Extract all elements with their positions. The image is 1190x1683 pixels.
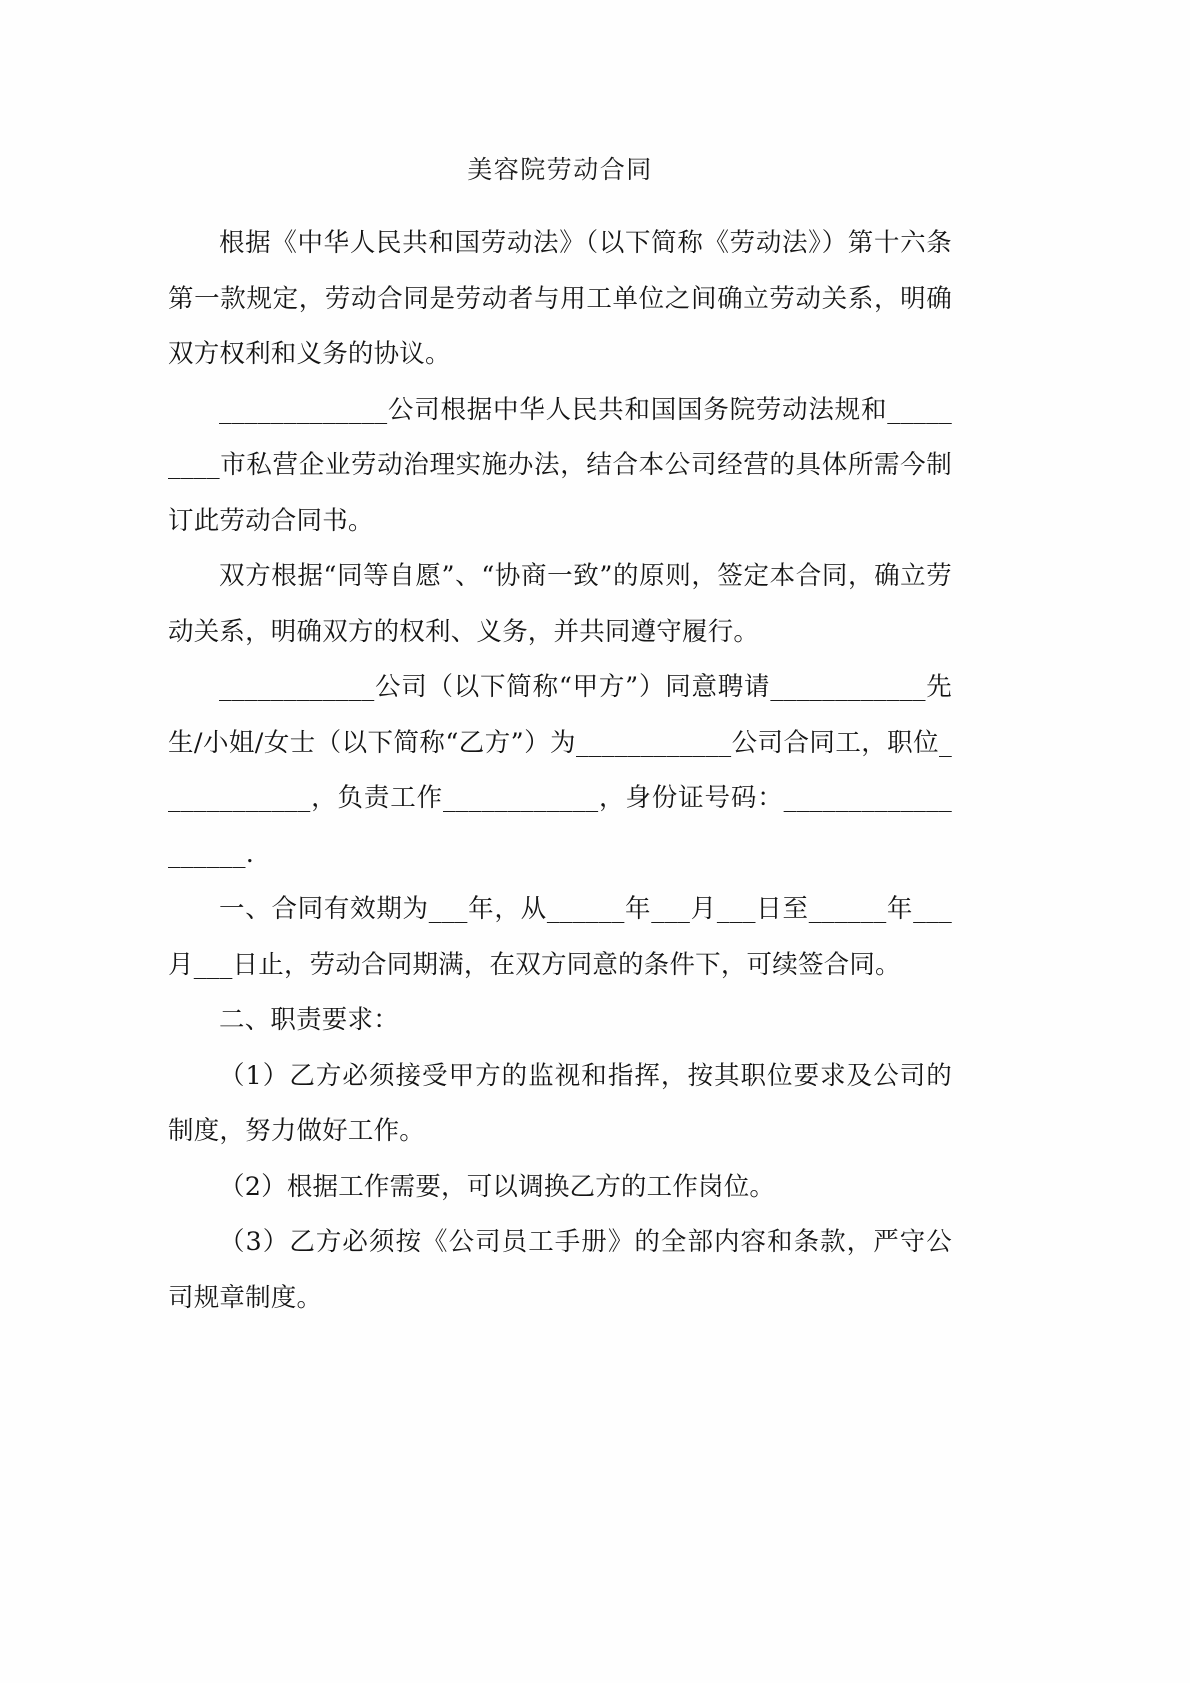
section-heading-duties: 二、职责要求： xyxy=(219,1005,399,1035)
paragraph-contract-term: 一、合同有效期为___年，从______年___月___日至______年___月___日止，劳动合同期满，在双方同意的条件下，可续签合同。 xyxy=(168,894,952,980)
paragraph-company-basis: _____________公司根据中华人民共和国国务院劳动法规和_________市私营企业劳动治理实施办法，结合本公司经营的具体所需今制订此劳动合同书。 xyxy=(168,394,952,536)
paragraph-intro: 根据《中华人民共和国劳动法》（以下简称《劳动法》）第十六条第一款规定，劳动合同是劳动者与用工单位之间确立劳动关系，明确双方权利和义务的协议。 xyxy=(168,228,952,369)
paragraph-duty-2: （2）根据工作需要，可以调换乙方的工作岗位。 xyxy=(219,1171,776,1202)
paragraph-duty-3: （3）乙方必须按《公司员工手册》的全部内容和条款，严守公司规章制度。 xyxy=(168,1227,952,1313)
paragraph-duty-1: （1）乙方必须接受甲方的监视和指挥，按其职位要求及公司的制度，努力做好工作。 xyxy=(168,1060,952,1146)
page-title: 美容院劳动合同 xyxy=(467,155,653,184)
document-body xyxy=(168,140,952,1326)
paragraph-parties: ____________公司（以下简称“甲方”）同意聘请____________先 生/小姐/女士（以下简称“乙方”）为____________公司合同工，职位____________，负责工作____________，身份证号码：___________________. xyxy=(168,672,952,869)
paragraph-principles: 双方根据“同等自愿”、“协商一致”的原则，签定本合同，确立劳动关系，明确双方的权利、义务，并共同遵守履行。 xyxy=(168,561,952,647)
